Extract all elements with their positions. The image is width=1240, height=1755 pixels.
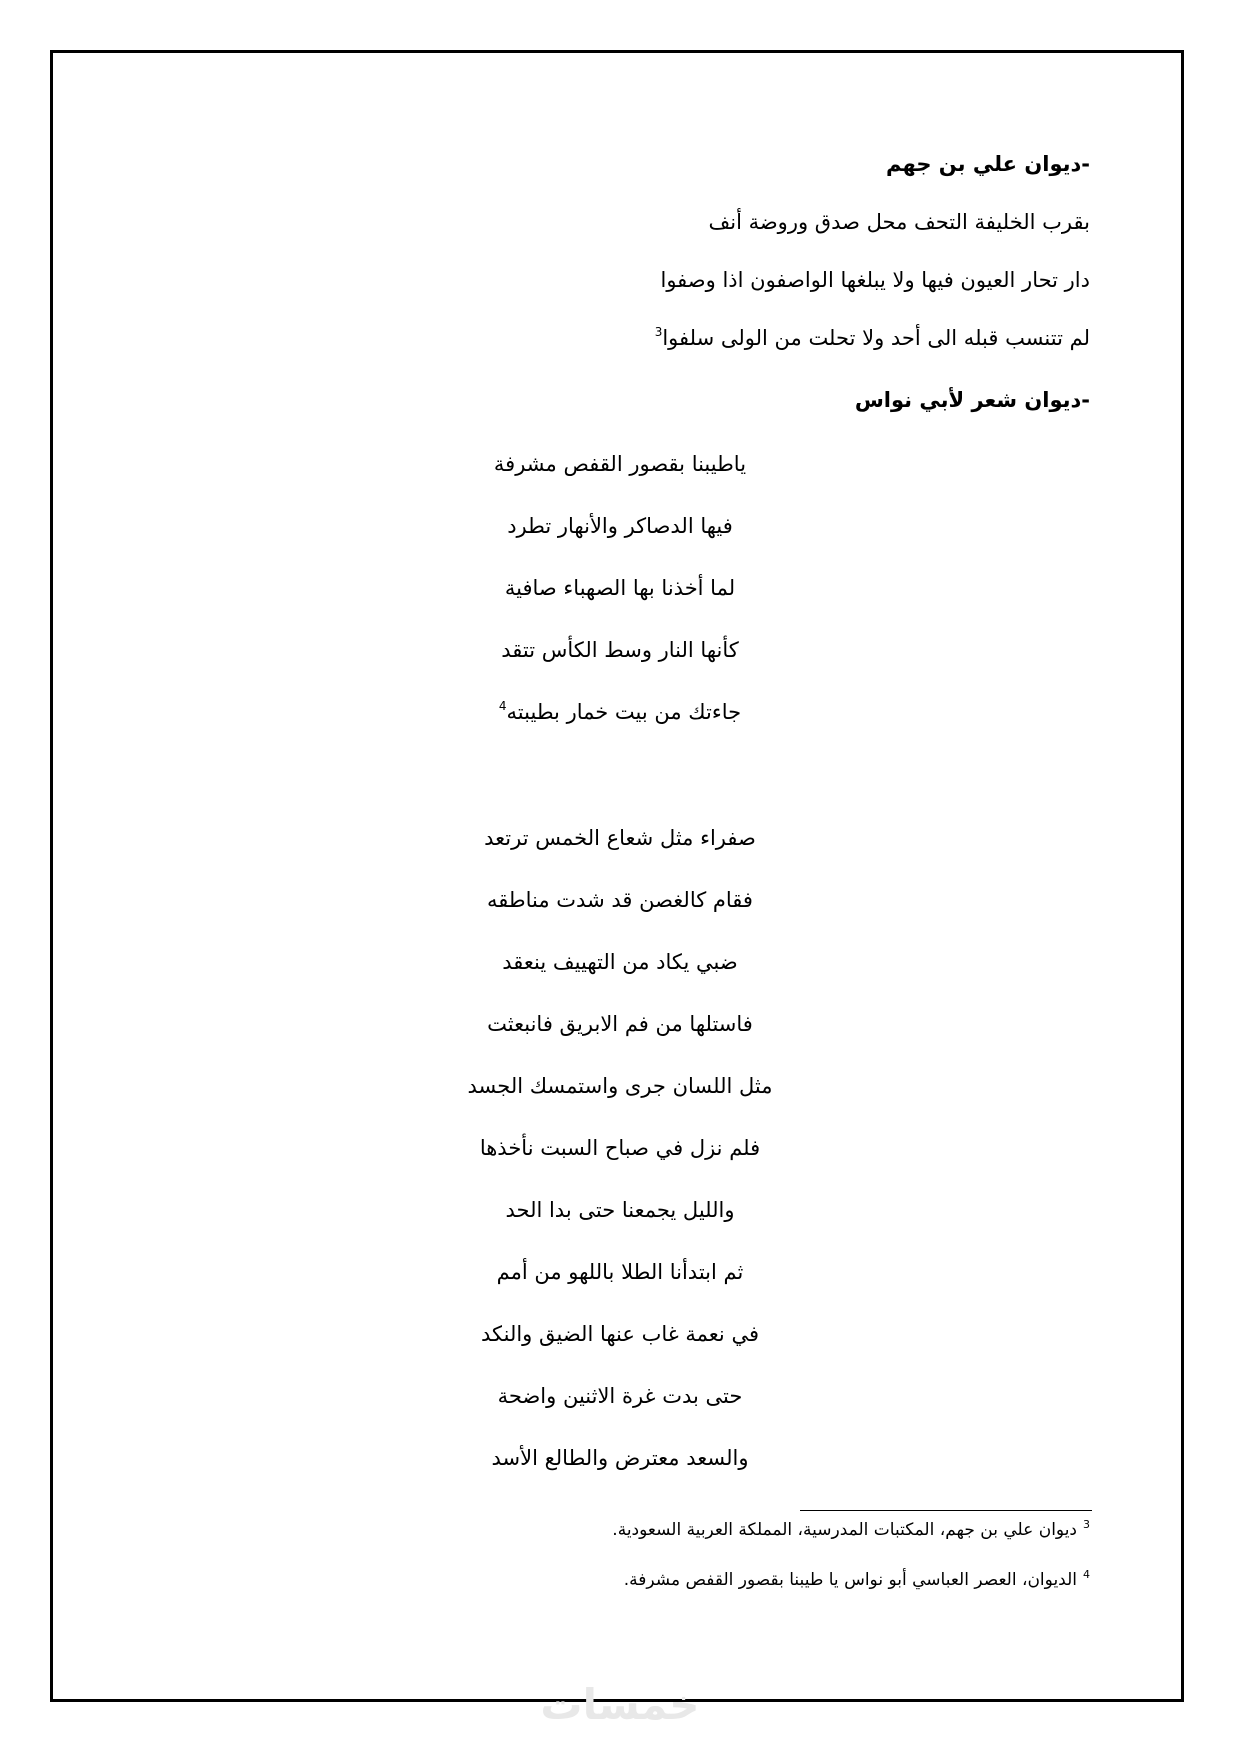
- footnote-number: 4: [1083, 1568, 1090, 1581]
- verse-line-with-footnote: [0, 700, 1240, 724]
- footnote-3: [612, 1520, 1090, 1540]
- footnote-text: الديوان، العصر العباسي أبو نواس يا طيبنا بقصور القفص مشرفة.: [623, 1570, 1077, 1590]
- verse-line: فاستلها من فم الابريق فانبعثت: [487, 1012, 753, 1036]
- poem-line: بقرب الخليفة التحف محل صدق وروضة أنف: [708, 210, 1090, 234]
- verse-line: ثم ابتدأنا الطلا باللهو من أمم: [496, 1260, 744, 1284]
- footnote-separator: [800, 1510, 1092, 1511]
- verse-line: لما أخذنا بها الصهباء صافية: [504, 576, 736, 600]
- verse-line: والسعد معترض والطالع الأسد: [491, 1446, 749, 1470]
- verse-line: مثل اللسان جرى واستمسك الجسد: [467, 1074, 773, 1098]
- footnote-number: 3: [1083, 1518, 1090, 1531]
- poem-line-with-footnote: [655, 326, 1090, 350]
- poem-line-text: لم تتنسب قبله الى أحد ولا تحلت من الولى سلفوا: [662, 326, 1090, 350]
- section-heading-abu-nuwas: -ديوان شعر لأبي نواس: [854, 388, 1090, 412]
- verse-line: ياطيبنا بقصور القفص مشرفة: [493, 452, 747, 476]
- footnote-marker-3: 3: [654, 325, 663, 339]
- poem-line: دار تحار العيون فيها ولا يبلغها الواصفون اذا وصفوا: [660, 268, 1090, 292]
- verse-line: فقام كالغصن قد شدت مناطقه: [487, 888, 753, 912]
- verse-line: والليل يجمعنا حتى بدا الحد: [505, 1198, 735, 1222]
- footnote-4: [624, 1570, 1090, 1590]
- verse-line: فيها الدصاكر والأنهار تطرد: [507, 514, 733, 538]
- verse-line: ضبي يكاد من التهييف ينعقد: [502, 950, 738, 974]
- verse-line: في نعمة غاب عنها الضيق والنكد: [480, 1322, 759, 1346]
- footnote-text: ديوان علي بن جهم، المكتبات المدرسية، المملكة العربية السعودية.: [612, 1520, 1077, 1540]
- footnote-marker-4: 4: [498, 699, 507, 713]
- section-heading-ali-bin-jahm: -ديوان علي بن جهم: [885, 152, 1090, 176]
- verse-line: حتى بدت غرة الاثنين واضحة: [497, 1384, 743, 1408]
- verse-line: صفراء مثل شعاع الخمس ترتعد: [484, 826, 756, 850]
- verse-line-text: جاءتك من بيت خمار بطيبته: [506, 700, 742, 724]
- watermark-logo: خمسات: [540, 1680, 700, 1729]
- verse-line: فلم نزل في صباح السبت نأخذها: [479, 1136, 761, 1160]
- verse-line: كأنها النار وسط الكأس تتقد: [501, 638, 739, 662]
